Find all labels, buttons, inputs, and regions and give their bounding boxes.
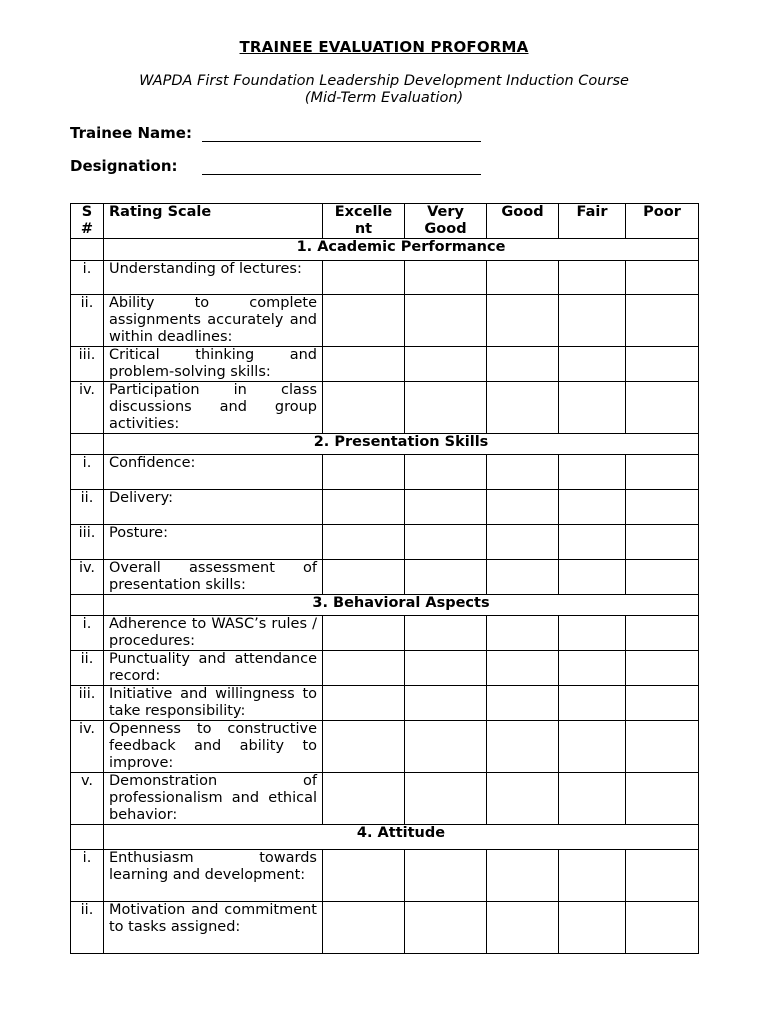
section-row [71, 595, 699, 616]
item-number: ii. [71, 651, 104, 686]
rating-cell-fair[interactable] [559, 721, 626, 773]
rating-cell-very-good[interactable] [405, 347, 487, 382]
rating-cell-poor[interactable] [626, 560, 699, 595]
header-fair: Fair [559, 204, 626, 239]
rating-cell-excellent[interactable] [323, 295, 405, 347]
subtitle-line-1: WAPDA First Foundation Leadership Development Induction Course [139, 73, 629, 89]
header-very-good: Very Good [405, 204, 487, 239]
header-excellent: Excelle nt [323, 204, 405, 239]
table-row [71, 382, 699, 434]
rating-cell-poor[interactable] [626, 347, 699, 382]
item-number: ii. [71, 902, 104, 954]
header-good: Good [487, 204, 559, 239]
rating-cell-excellent[interactable] [323, 651, 405, 686]
rating-cell-good[interactable] [487, 560, 559, 595]
rating-cell-very-good[interactable] [405, 686, 487, 721]
course-subtitle [0, 73, 768, 107]
section-title: 2. Presentation Skills [104, 434, 699, 455]
rating-cell-fair[interactable] [559, 261, 626, 295]
rating-cell-good[interactable] [487, 295, 559, 347]
table-row [71, 850, 699, 902]
subtitle-line-2: (Mid-Term Evaluation) [304, 90, 464, 106]
section-sn-cell [71, 595, 104, 616]
rating-cell-very-good[interactable] [405, 295, 487, 347]
rating-cell-poor[interactable] [626, 902, 699, 954]
item-criterion: Punctuality and attendance record: [104, 651, 323, 686]
section-row [71, 434, 699, 455]
rating-cell-good[interactable] [487, 686, 559, 721]
rating-cell-good[interactable] [487, 261, 559, 295]
table-header-row [71, 204, 699, 239]
rating-cell-fair[interactable] [559, 616, 626, 651]
rating-cell-very-good[interactable] [405, 902, 487, 954]
item-number: i. [71, 261, 104, 295]
rating-cell-fair[interactable] [559, 295, 626, 347]
rating-cell-poor[interactable] [626, 382, 699, 434]
rating-cell-very-good[interactable] [405, 773, 487, 825]
rating-cell-good[interactable] [487, 490, 559, 525]
section-title: 4. Attitude [104, 825, 699, 850]
rating-cell-poor[interactable] [626, 721, 699, 773]
section-title: 3. Behavioral Aspects [104, 595, 699, 616]
item-criterion: Critical thinking and problem-solving skills: [104, 347, 323, 382]
table-row [71, 490, 699, 525]
rating-cell-good[interactable] [487, 902, 559, 954]
rating-cell-good[interactable] [487, 850, 559, 902]
rating-cell-good[interactable] [487, 773, 559, 825]
table-row [71, 261, 699, 295]
item-number: iv. [71, 382, 104, 434]
item-criterion: Delivery: [104, 490, 323, 525]
item-number: iii. [71, 347, 104, 382]
item-criterion: Openness to constructive feedback and ability to improve: [104, 721, 323, 773]
table-row [71, 651, 699, 686]
item-criterion: Demonstration of professionalism and ethical behavior: [104, 773, 323, 825]
rating-cell-very-good[interactable] [405, 455, 487, 490]
rating-cell-fair[interactable] [559, 902, 626, 954]
rating-cell-fair[interactable] [559, 560, 626, 595]
item-number: i. [71, 850, 104, 902]
rating-cell-good[interactable] [487, 616, 559, 651]
table-row [71, 902, 699, 954]
evaluation-table [70, 203, 699, 954]
section-sn-cell [71, 239, 104, 261]
rating-cell-excellent[interactable] [323, 686, 405, 721]
rating-cell-fair[interactable] [559, 347, 626, 382]
header-sn: S # [71, 204, 104, 239]
rating-cell-very-good[interactable] [405, 490, 487, 525]
header-poor: Poor [626, 204, 699, 239]
rating-cell-excellent[interactable] [323, 902, 405, 954]
rating-cell-fair[interactable] [559, 686, 626, 721]
table-row [71, 295, 699, 347]
item-criterion: Participation in class discussions and group activities: [104, 382, 323, 434]
item-number: v. [71, 773, 104, 825]
rating-cell-excellent[interactable] [323, 347, 405, 382]
rating-cell-fair[interactable] [559, 773, 626, 825]
item-criterion: Posture: [104, 525, 323, 560]
item-criterion: Initiative and willingness to take responsibility: [104, 686, 323, 721]
rating-cell-poor[interactable] [626, 455, 699, 490]
rating-cell-very-good[interactable] [405, 261, 487, 295]
rating-cell-very-good[interactable] [405, 525, 487, 560]
rating-cell-excellent[interactable] [323, 721, 405, 773]
item-criterion: Understanding of lectures: [104, 261, 323, 295]
rating-cell-good[interactable] [487, 651, 559, 686]
rating-cell-excellent[interactable] [323, 525, 405, 560]
rating-cell-good[interactable] [487, 347, 559, 382]
page-title: TRAINEE EVALUATION PROFORMA [239, 38, 529, 56]
table-row [71, 686, 699, 721]
item-number: iii. [71, 525, 104, 560]
rating-cell-very-good[interactable] [405, 850, 487, 902]
rating-cell-excellent[interactable] [323, 382, 405, 434]
table-row [71, 347, 699, 382]
rating-cell-poor[interactable] [626, 651, 699, 686]
section-sn-cell [71, 825, 104, 850]
rating-cell-very-good[interactable] [405, 651, 487, 686]
rating-cell-fair[interactable] [559, 455, 626, 490]
designation-label: Designation: [70, 157, 178, 175]
item-number: i. [71, 616, 104, 651]
rating-cell-poor[interactable] [626, 525, 699, 560]
rating-cell-fair[interactable] [559, 490, 626, 525]
table-row [71, 560, 699, 595]
rating-cell-excellent[interactable] [323, 455, 405, 490]
item-criterion: Overall assessment of presentation skills: [104, 560, 323, 595]
item-number: iii. [71, 686, 104, 721]
rating-cell-poor[interactable] [626, 616, 699, 651]
item-criterion: Confidence: [104, 455, 323, 490]
rating-cell-fair[interactable] [559, 850, 626, 902]
rating-cell-poor[interactable] [626, 850, 699, 902]
designation-field[interactable] [202, 174, 481, 175]
section-sn-cell [71, 434, 104, 455]
rating-cell-very-good[interactable] [405, 616, 487, 651]
table-row [71, 773, 699, 825]
rating-cell-very-good[interactable] [405, 382, 487, 434]
item-number: ii. [71, 490, 104, 525]
table-row [71, 721, 699, 773]
item-criterion: Adherence to WASC’s rules / procedures: [104, 616, 323, 651]
rating-cell-excellent[interactable] [323, 773, 405, 825]
rating-cell-excellent[interactable] [323, 616, 405, 651]
rating-cell-poor[interactable] [626, 490, 699, 525]
rating-cell-poor[interactable] [626, 261, 699, 295]
rating-cell-very-good[interactable] [405, 721, 487, 773]
item-number: iv. [71, 721, 104, 773]
rating-cell-excellent[interactable] [323, 560, 405, 595]
rating-cell-excellent[interactable] [323, 490, 405, 525]
item-number: i. [71, 455, 104, 490]
rating-cell-poor[interactable] [626, 295, 699, 347]
section-row [71, 825, 699, 850]
section-title: 1. Academic Performance [104, 239, 699, 261]
item-criterion: Ability to complete assignments accurately and within deadlines: [104, 295, 323, 347]
item-criterion: Enthusiasm towards learning and development: [104, 850, 323, 902]
rating-cell-good[interactable] [487, 721, 559, 773]
rating-cell-very-good[interactable] [405, 560, 487, 595]
rating-cell-good[interactable] [487, 525, 559, 560]
rating-cell-poor[interactable] [626, 686, 699, 721]
rating-cell-excellent[interactable] [323, 850, 405, 902]
rating-cell-good[interactable] [487, 382, 559, 434]
trainee-name-label: Trainee Name: [70, 124, 192, 142]
table-row [71, 455, 699, 490]
table-row [71, 525, 699, 560]
rating-cell-poor[interactable] [626, 773, 699, 825]
section-row [71, 239, 699, 261]
table-row [71, 616, 699, 651]
header-rating-scale: Rating Scale [104, 204, 323, 239]
rating-cell-fair[interactable] [559, 651, 626, 686]
rating-cell-fair[interactable] [559, 382, 626, 434]
rating-cell-excellent[interactable] [323, 261, 405, 295]
trainee-name-field[interactable] [202, 141, 481, 142]
rating-cell-fair[interactable] [559, 525, 626, 560]
item-criterion: Motivation and commitment to tasks assigned: [104, 902, 323, 954]
rating-cell-good[interactable] [487, 455, 559, 490]
item-number: iv. [71, 560, 104, 595]
item-number: ii. [71, 295, 104, 347]
